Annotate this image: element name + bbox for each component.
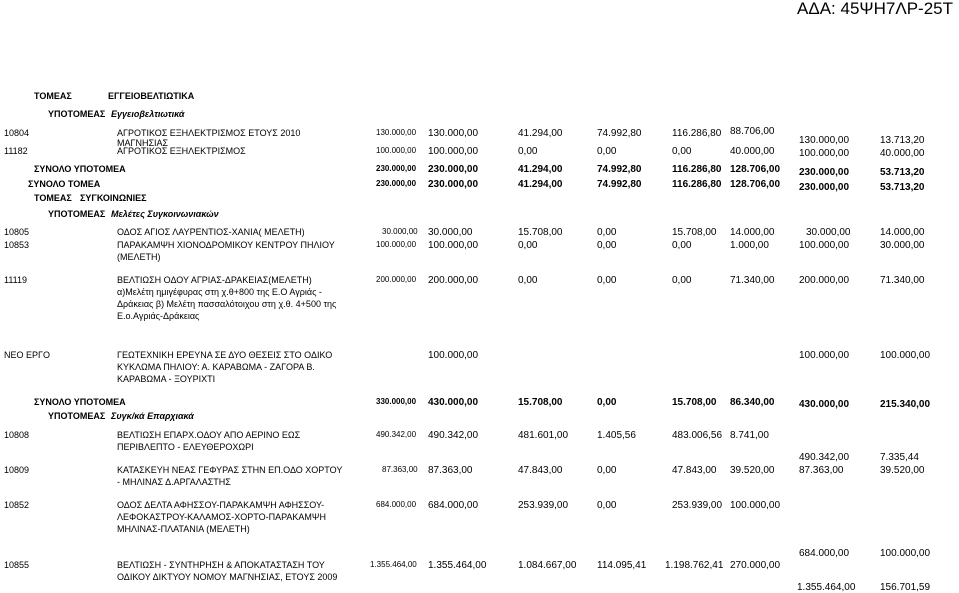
row-desc: α)Μελέτη ημιγέφυρας στη χ.θ+800 της Ε.Ο Αγριάς - xyxy=(117,287,322,297)
cell-c8: 7.335,44 xyxy=(880,452,919,463)
total-c8: 53.713,20 xyxy=(880,167,925,178)
cell-c5: 0,00 xyxy=(672,240,692,251)
total-c6: 86.340,00 xyxy=(730,397,775,408)
ada-header: ΑΔΑ: 45ΨΗ7ΛΡ-25Τ xyxy=(797,0,953,18)
cell-c8: 40.000,00 xyxy=(880,148,925,159)
cell-c6: 1.000,00 xyxy=(730,240,769,251)
cell-c3: 47.843,00 xyxy=(518,465,563,476)
cell-c3: 0,00 xyxy=(518,240,538,251)
cell-c5: 15.708,00 xyxy=(672,227,717,238)
row-desc: ΟΔΟΣ ΔΕΛΤΑ ΑΦΗΣΣΟΥ-ΠΑΡΑΚΑΜΨΗ ΑΦΗΣΣΟΥ- xyxy=(117,500,325,510)
row-code: 10808 xyxy=(4,430,30,440)
cell-c8: 14.000,00 xyxy=(880,227,925,238)
cell-c4: 0,00 xyxy=(597,227,617,238)
row-code: 11119 xyxy=(4,275,28,285)
subsector-name: Εγγειοβελτιωτικά xyxy=(111,109,185,119)
total-c7: 230.000,00 xyxy=(799,167,850,178)
total-c3: 41.294,00 xyxy=(518,164,563,175)
row-desc: ΒΕΛΤΙΩΣΗ - ΣΥΝΤΗΡΗΣΗ & ΑΠΟΚΑΤΑΣΤΑΣΗ ΤΟΥ xyxy=(117,560,325,570)
cell-c8: 156.701,59 xyxy=(880,582,931,593)
row-code: 10805 xyxy=(4,227,30,237)
cell-c2: 200.000,00 xyxy=(428,275,479,286)
total-c2: 230.000,00 xyxy=(428,164,479,175)
total-c5: 15.708,00 xyxy=(672,397,717,408)
cell-c7: 130.000,00 xyxy=(799,135,850,146)
cell-c3: 253.939,00 xyxy=(518,500,569,511)
sector-label: ΤΟΜΕΑΣ xyxy=(34,193,72,203)
total-c1: 330.000,00 xyxy=(376,397,417,406)
cell-c8: 100.000,00 xyxy=(880,350,931,361)
cell-c2: 30.000,00 xyxy=(428,227,473,238)
row-desc: ΚΑΡΑΒΩΜΑ - ΞΟΥΡΙΧΤΙ xyxy=(117,374,216,384)
cell-c8: 30.000,00 xyxy=(880,240,925,251)
cell-c4: 0,00 xyxy=(597,275,617,286)
total-c5: 116.286,80 xyxy=(672,164,722,175)
cell-c7: 100.000,00 xyxy=(799,240,850,251)
cell-c7: 100.000,00 xyxy=(799,350,850,361)
cell-c2: 490.342,00 xyxy=(428,430,479,441)
total-label: ΣΥΝΟΛΟ ΥΠΟΤΟΜΕΑ xyxy=(34,397,126,407)
cell-c1: 200.000,00 xyxy=(376,275,417,284)
total-c3: 41.294,00 xyxy=(518,179,563,190)
subsector-label: ΥΠΟΤΟΜΕΑΣ xyxy=(48,109,106,119)
cell-c1: 30.000,00 xyxy=(382,227,418,236)
cell-c5: 47.843,00 xyxy=(672,465,717,476)
row-desc: ΟΔΟΣ ΑΓΙΟΣ ΛΑΥΡΕΝΤΙΟΣ-ΧΑΝΙΑ( ΜΕΛΕΤΗ) xyxy=(117,227,305,237)
total-c6: 128.706,00 xyxy=(730,179,781,190)
cell-c1: 684.000,00 xyxy=(376,500,417,509)
cell-c2: 100.000,00 xyxy=(428,240,479,251)
row-code: 10809 xyxy=(4,465,30,475)
cell-c8: 39.520,00 xyxy=(880,465,925,476)
cell-c2: 684.000,00 xyxy=(428,500,479,511)
sector-label: ΤΟΜΕΑΣ xyxy=(34,91,72,101)
cell-c5: 1.198.762,41 xyxy=(665,560,724,571)
cell-c6: 100.000,00 xyxy=(730,500,781,511)
cell-c4: 114.095,41 xyxy=(597,560,647,571)
cell-c6: 71.340,00 xyxy=(730,275,775,286)
cell-c3: 41.294,00 xyxy=(518,128,563,139)
row-desc: ΓΕΩΤΕΧΝΙΚΗ ΕΡΕΥΝΑ ΣΕ ΔΥΟ ΘΕΣΕΙΣ ΣΤΟ ΟΔΙΚΟ xyxy=(117,350,333,360)
total-c8: 215.340,00 xyxy=(880,399,931,410)
cell-c3: 481.601,00 xyxy=(518,430,569,441)
cell-c4: 0,00 xyxy=(597,240,617,251)
cell-c2: 87.363,00 xyxy=(428,465,473,476)
sector-name: ΕΓΓΕΙΟΒΕΛΤΙΩΤΙΚΑ xyxy=(108,91,195,101)
cell-c1: 490.342,00 xyxy=(376,430,417,439)
total-label: ΣΥΝΟΛΟ ΥΠΟΤΟΜΕΑ xyxy=(34,164,126,174)
cell-c7: 684.000,00 xyxy=(799,548,850,559)
cell-c7: 200.000,00 xyxy=(799,275,850,286)
cell-c4: 0,00 xyxy=(597,500,617,511)
total-c1: 230.000,00 xyxy=(376,164,417,173)
subsector-label: ΥΠΟΤΟΜΕΑΣ xyxy=(48,209,106,219)
cell-c3: 0,00 xyxy=(518,275,538,286)
total-c6: 128.706,00 xyxy=(730,164,781,175)
cell-c4: 1.405,56 xyxy=(597,430,636,441)
row-desc: - ΜΗΛΙΝΑΣ Δ.ΑΡΓΑΛΑΣΤΗΣ xyxy=(117,477,231,487)
cell-c4: 0,00 xyxy=(597,465,617,476)
cell-c4: 74.992,80 xyxy=(597,128,642,139)
row-desc: ΑΓΡΟΤΙΚΟΣ ΕΞΗΛΕΚΤΡΙΣΜΟΣ ΕΤΟΥΣ 2010 xyxy=(117,128,301,138)
cell-c7: 100.000,00 xyxy=(799,148,850,159)
cell-c2: 130.000,00 xyxy=(428,128,479,139)
row-desc: ΛΕΦΟΚΑΣΤΡΟΥ-ΚΑΛΑΜΟΣ-ΧΟΡΤΟ-ΠΑΡΑΚΑΜΨΗ xyxy=(117,512,326,522)
subsector-name: Συγκ/κά Επαρχιακά xyxy=(111,411,194,421)
total-c4: 0,00 xyxy=(597,397,617,408)
row-code: 10852 xyxy=(4,500,30,510)
row-desc: ΚΥΚΛΩΜΑ ΠΗΛΙΟΥ: Α. ΚΑΡΑΒΩΜΑ - ΖΑΓΟΡΑ Β. xyxy=(117,362,315,372)
cell-c6: 270.000,00 xyxy=(730,560,781,571)
row-desc: Ε.ο.Αγριάς-Δράκειας xyxy=(117,311,200,321)
total-c1: 230.000,00 xyxy=(376,179,417,188)
cell-c1: 100.000,00 xyxy=(376,146,417,155)
cell-c3: 0,00 xyxy=(518,146,538,157)
cell-c5: 0,00 xyxy=(672,275,692,286)
cell-c3: 1.084.667,00 xyxy=(518,560,577,571)
cell-c1: 130.000,00 xyxy=(376,128,417,137)
row-desc: ΜΗΛΙΝΑΣ-ΠΛΑΤΑΝΙΑ (ΜΕΛΕΤΗ) xyxy=(117,524,250,534)
total-c5: 116.286,80 xyxy=(672,179,722,190)
row-desc: ΚΑΤΑΣΚΕΥΗ ΝΕΑΣ ΓΕΦΥΡΑΣ ΣΤΗΝ ΕΠ.ΟΔΟ ΧΟΡΤΟΥ xyxy=(117,465,343,475)
total-c2: 230.000,00 xyxy=(428,179,479,190)
cell-c3: 15.708,00 xyxy=(518,227,563,238)
cell-c1: 87.363,00 xyxy=(382,465,418,474)
cell-c5: 253.939,00 xyxy=(672,500,723,511)
subsector-name: Μελέτες Συγκοινωνιακών xyxy=(111,209,219,219)
total-c7: 430.000,00 xyxy=(799,399,850,410)
cell-c6: 39.520,00 xyxy=(730,465,775,476)
cell-c7: 87.363,00 xyxy=(799,465,844,476)
cell-c7: 30.000,00 xyxy=(806,227,851,238)
cell-c1: 100.000,00 xyxy=(376,240,417,249)
cell-c6: 40.000,00 xyxy=(730,146,775,157)
total-c7: 230.000,00 xyxy=(799,182,850,193)
cell-c1: 1.355.464,00 xyxy=(370,560,417,569)
row-desc: ΒΕΛΤΙΩΣΗ ΕΠΑΡΧ.ΟΔΟΥ ΑΠΟ ΑΕΡΙΝΟ ΕΩΣ xyxy=(117,430,301,440)
cell-c6: 8.741,00 xyxy=(730,430,769,441)
cell-c7: 490.342,00 xyxy=(799,452,850,463)
total-c4: 74.992,80 xyxy=(597,164,642,175)
cell-c8: 71.340,00 xyxy=(880,275,925,286)
row-desc: Δράκειας β) Μελέτη πασσαλότοιχου στη χ.θ. 4+500 της xyxy=(117,299,337,309)
cell-c6: 88.706,00 xyxy=(730,126,775,137)
total-label: ΣΥΝΟΛΟ ΤΟΜΕΑ xyxy=(28,179,101,189)
cell-c2: 100.000,00 xyxy=(428,350,479,361)
cell-c5: 116.286,80 xyxy=(672,128,722,139)
row-desc: ΟΔΙΚΟΥ ΔΙΚΤΥΟΥ ΝΟΜΟΥ ΜΑΓΝΗΣΙΑΣ, ΕΤΟΥΣ 2009 xyxy=(117,572,338,582)
cell-c5: 483.006,56 xyxy=(672,430,723,441)
row-desc: ΠΕΡΙΒΛΕΠΤΟ - ΕΛΕΥΘΕΡΟΧΩΡΙ xyxy=(117,442,254,452)
total-c4: 74.992,80 xyxy=(597,179,642,190)
total-c8: 53.713,20 xyxy=(880,182,925,193)
row-desc: (ΜΕΛΕΤΗ) xyxy=(117,252,161,262)
cell-c4: 0,00 xyxy=(597,146,617,157)
total-c2: 430.000,00 xyxy=(428,397,479,408)
row-code: ΝΕΟ ΕΡΓΟ xyxy=(4,350,50,360)
cell-c6: 14.000,00 xyxy=(730,227,775,238)
subsector-label: ΥΠΟΤΟΜΕΑΣ xyxy=(48,411,106,421)
cell-c7: 1.355.464,00 xyxy=(797,582,856,593)
row-desc: ΜΑΓΝΗΣΙΑΣ xyxy=(117,138,169,148)
cell-c8: 100.000,00 xyxy=(880,548,931,559)
row-code: 10855 xyxy=(4,560,30,570)
row-desc: ΠΑΡΑΚΑΜΨΗ ΧΙΟΝΟΔΡΟΜΙΚΟΥ ΚΕΝΤΡΟΥ ΠΗΛΙΟΥ xyxy=(117,240,335,250)
row-code: 10804 xyxy=(4,128,30,138)
cell-c5: 0,00 xyxy=(672,146,692,157)
row-desc: ΒΕΛΤΙΩΣΗ ΟΔΟΥ ΑΓΡΙΑΣ-ΔΡΑΚΕΙΑΣ(ΜΕΛΕΤΗ) xyxy=(117,275,312,285)
cell-c8: 13.713,20 xyxy=(880,135,925,146)
row-desc: ΑΓΡΟΤΙΚΟΣ ΕΞΗΛΕΚΤΡΙΣΜΟΣ xyxy=(117,146,246,156)
row-code: 11182 xyxy=(4,146,28,156)
total-c3: 15.708,00 xyxy=(518,397,563,408)
cell-c2: 1.355.464,00 xyxy=(428,560,487,571)
cell-c2: 100.000,00 xyxy=(428,146,479,157)
sector-name: ΣΥΓΚΟΙΝΩΝΙΕΣ xyxy=(80,193,147,203)
row-code: 10853 xyxy=(4,240,30,250)
